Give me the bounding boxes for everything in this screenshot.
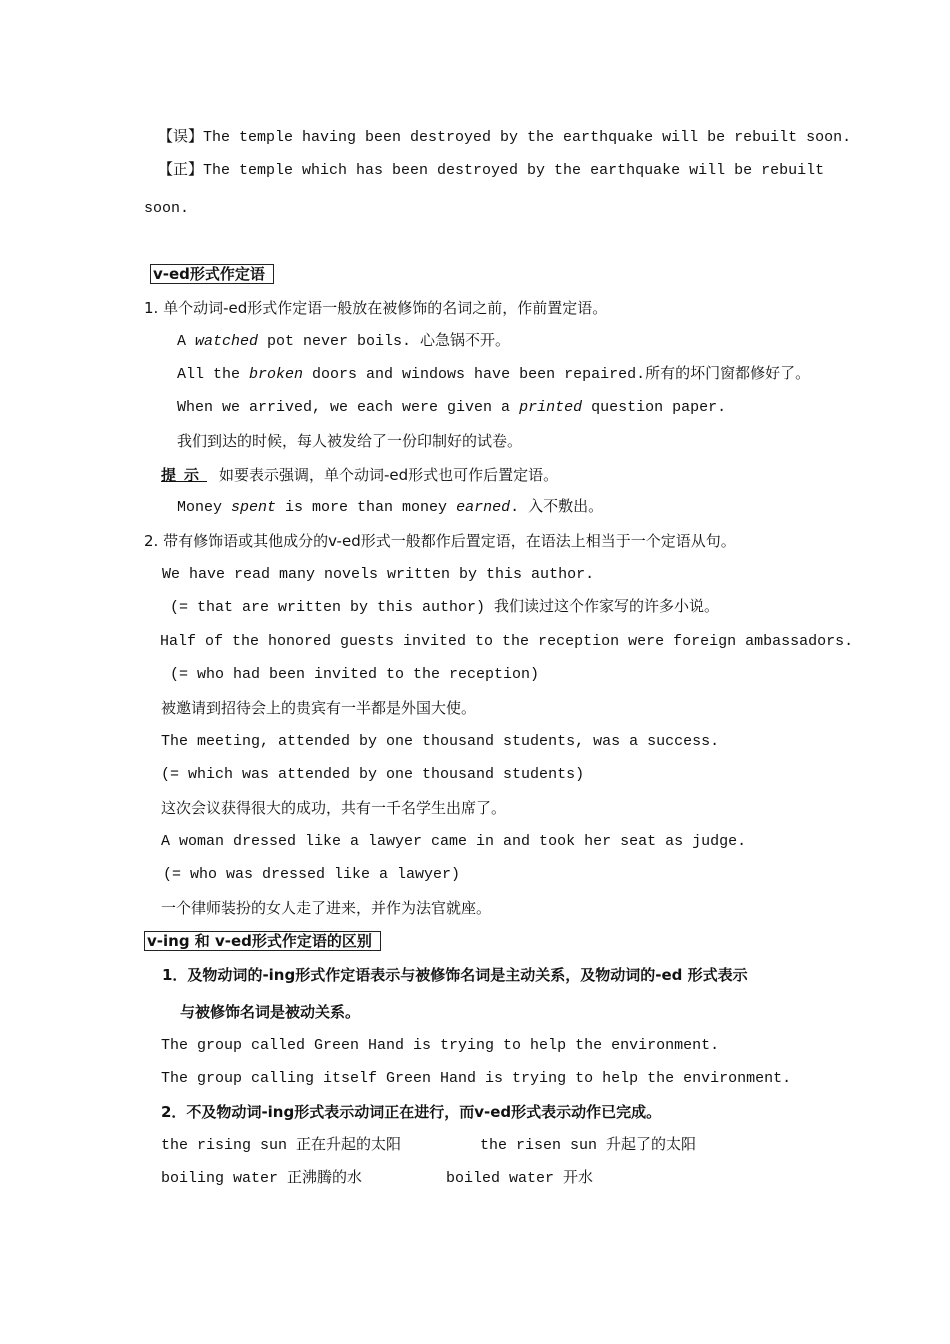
- example-risen: the risen sun 升起了的太阳: [480, 1137, 697, 1154]
- text: question paper.: [582, 399, 727, 416]
- example-spent: [177, 498, 603, 518]
- text: pot never boils. 心急锅不开。: [258, 333, 511, 350]
- tip-text: 如要表示强调，单个动词-ed形式也可作后置定语。: [219, 466, 559, 484]
- example-boiled: boiled water 开水: [446, 1170, 594, 1187]
- example-watched: [177, 332, 510, 352]
- text: When we arrived, we each were given a: [177, 399, 520, 416]
- italic-word: watched: [195, 333, 259, 350]
- tip-line: [161, 465, 558, 487]
- text: Money: [177, 499, 232, 516]
- wrong-example: 【误】The temple having been destroyed by the earthquake will be rebuilt soon.: [158, 129, 852, 146]
- example-guests-paraphrase: (= who had been invited to the reception): [170, 666, 540, 683]
- section-heading-difference: [144, 931, 381, 953]
- example-woman-paraphrase: (= who was dressed like a lawyer): [163, 866, 461, 883]
- italic-word: printed: [519, 399, 583, 416]
- difference-rule-1: 1．及物动词的-ing形式作定语表示与被修饰名词是主动关系，及物动词的-ed 形式表示: [162, 966, 748, 984]
- example-woman-cn: 一个律师装扮的女人走了进来，并作为法官就座。: [161, 899, 492, 917]
- text: is more than money: [276, 499, 457, 516]
- example-guests-cn: 被邀请到招待会上的贵宾有一半都是外国大使。: [161, 699, 477, 717]
- text: . 入不敷出。: [510, 499, 604, 516]
- text: doors and windows have been repaired.所有的坏门窗都修好了。: [303, 366, 811, 383]
- difference-rule-1-cont: 与被修饰名词是被动关系。: [180, 1003, 361, 1021]
- tip-label: 提示: [161, 466, 208, 484]
- rule-2: 2. 带有修饰语或其他成分的v-ed形式一般都作后置定语，在语法上相当于一个定语从句。: [144, 532, 736, 550]
- example-broken: [177, 365, 810, 385]
- section-heading-ved: [150, 264, 274, 286]
- italic-word: broken: [249, 366, 304, 383]
- correct-example: 【正】The temple which has been destroyed by the earthquake will be rebuilt: [158, 162, 825, 179]
- example-novels: We have read many novels written by this author.: [162, 566, 595, 583]
- italic-word: earned: [456, 499, 511, 516]
- example-novels-paraphrase: (= that are written by this author) 我们读过这个作家写的许多小说。: [170, 599, 720, 616]
- example-guests: Half of the honored guests invited to the reception were foreign ambassadors.: [160, 633, 854, 650]
- example-meeting-cn: 这次会议获得很大的成功，共有一千名学生出席了。: [161, 799, 507, 817]
- example-meeting: The meeting, attended by one thousand students, was a success.: [161, 733, 720, 750]
- example-woman: A woman dressed like a lawyer came in and took her seat as judge.: [161, 833, 747, 850]
- italic-word: spent: [231, 499, 277, 516]
- correct-example-cont: soon.: [144, 200, 190, 217]
- text: A: [177, 333, 196, 350]
- example-boiling: boiling water 正沸腾的水: [161, 1170, 363, 1187]
- example-meeting-paraphrase: (= which was attended by one thousand students): [161, 766, 585, 783]
- example-rising: the rising sun 正在升起的太阳: [161, 1137, 402, 1154]
- heading-box: v-ing 和 v-ed形式作定语的区别: [144, 931, 381, 951]
- difference-rule-2: 2．不及物动词-ing形式表示动词正在进行，而v-ed形式表示动作已完成。: [161, 1103, 662, 1121]
- example-called: The group called Green Hand is trying to help the environment.: [161, 1037, 720, 1054]
- example-printed: [177, 398, 726, 418]
- example-calling: The group calling itself Green Hand is trying to help the environment.: [161, 1070, 792, 1087]
- heading-box: v-ed形式作定语: [150, 264, 274, 284]
- rule-1: 1. 单个动词-ed形式作定语一般放在被修饰的名词之前，作前置定语。: [144, 299, 608, 317]
- example-printed-cn: 我们到达的时候，每人被发给了一份印制好的试卷。: [177, 432, 523, 450]
- text: All the: [177, 366, 250, 383]
